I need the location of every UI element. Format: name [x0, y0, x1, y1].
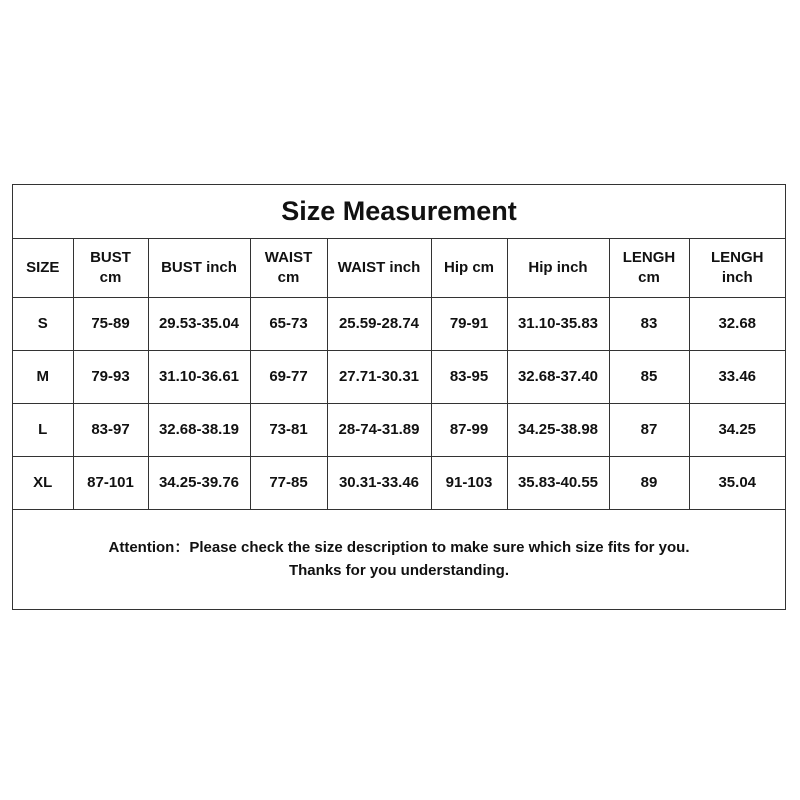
header-row	[13, 239, 785, 297]
table-cell: 83-97	[73, 403, 148, 456]
header-waist-cm: WAIST cm	[250, 239, 327, 297]
table-cell: 25.59-28.74	[327, 297, 431, 350]
table-cell: 30.31-33.46	[327, 456, 431, 509]
table-cell: S	[13, 297, 73, 350]
thanks-text: Thanks for you understanding.	[288, 562, 509, 579]
table-cell: XL	[13, 456, 73, 509]
table-cell: L	[13, 403, 73, 456]
header-hip-cm: Hip cm	[431, 239, 507, 297]
table-cell: 28-74-31.89	[327, 403, 431, 456]
table-cell: M	[13, 350, 73, 403]
table-cell: 34.25	[689, 403, 785, 456]
size-chart	[12, 184, 786, 610]
table-cell: 87-101	[73, 456, 148, 509]
table-cell: 31.10-35.83	[507, 297, 609, 350]
table-cell: 32.68-38.19	[148, 403, 250, 456]
attention-text: Attention：Please check the size description to make sure which size fits for you.	[108, 539, 690, 556]
table-cell: 31.10-36.61	[148, 350, 250, 403]
header-hip-inch: Hip inch	[507, 239, 609, 297]
header-waist-inch: WAIST inch	[327, 239, 431, 297]
table-cell: 75-89	[73, 297, 148, 350]
table-cell: 35.83-40.55	[507, 456, 609, 509]
table-cell: 34.25-38.98	[507, 403, 609, 456]
table-cell: 83	[609, 297, 689, 350]
table-cell: 35.04	[689, 456, 785, 509]
table-cell: 29.53-35.04	[148, 297, 250, 350]
table-cell: 73-81	[250, 403, 327, 456]
table-cell: 87-99	[431, 403, 507, 456]
header-size: SIZE	[13, 239, 73, 297]
table-cell: 34.25-39.76	[148, 456, 250, 509]
size-table	[13, 239, 785, 510]
chart-title: Size Measurement	[13, 185, 785, 239]
table-row	[13, 297, 785, 350]
table-cell: 79-91	[431, 297, 507, 350]
table-cell: 69-77	[250, 350, 327, 403]
table-cell: 27.71-30.31	[327, 350, 431, 403]
table-cell: 65-73	[250, 297, 327, 350]
table-cell: 33.46	[689, 350, 785, 403]
table-cell: 83-95	[431, 350, 507, 403]
attention-note	[13, 509, 785, 609]
table-row	[13, 403, 785, 456]
table-cell: 85	[609, 350, 689, 403]
header-length-cm: LENGH cm	[609, 239, 689, 297]
table-cell: 32.68-37.40	[507, 350, 609, 403]
table-row	[13, 456, 785, 509]
header-bust-inch: BUST inch	[148, 239, 250, 297]
table-cell: 32.68	[689, 297, 785, 350]
header-bust-cm: BUST cm	[73, 239, 148, 297]
table-cell: 87	[609, 403, 689, 456]
header-length-inch: LENGH inch	[689, 239, 785, 297]
table-cell: 91-103	[431, 456, 507, 509]
table-cell: 79-93	[73, 350, 148, 403]
table-cell: 77-85	[250, 456, 327, 509]
table-cell: 89	[609, 456, 689, 509]
table-row	[13, 350, 785, 403]
